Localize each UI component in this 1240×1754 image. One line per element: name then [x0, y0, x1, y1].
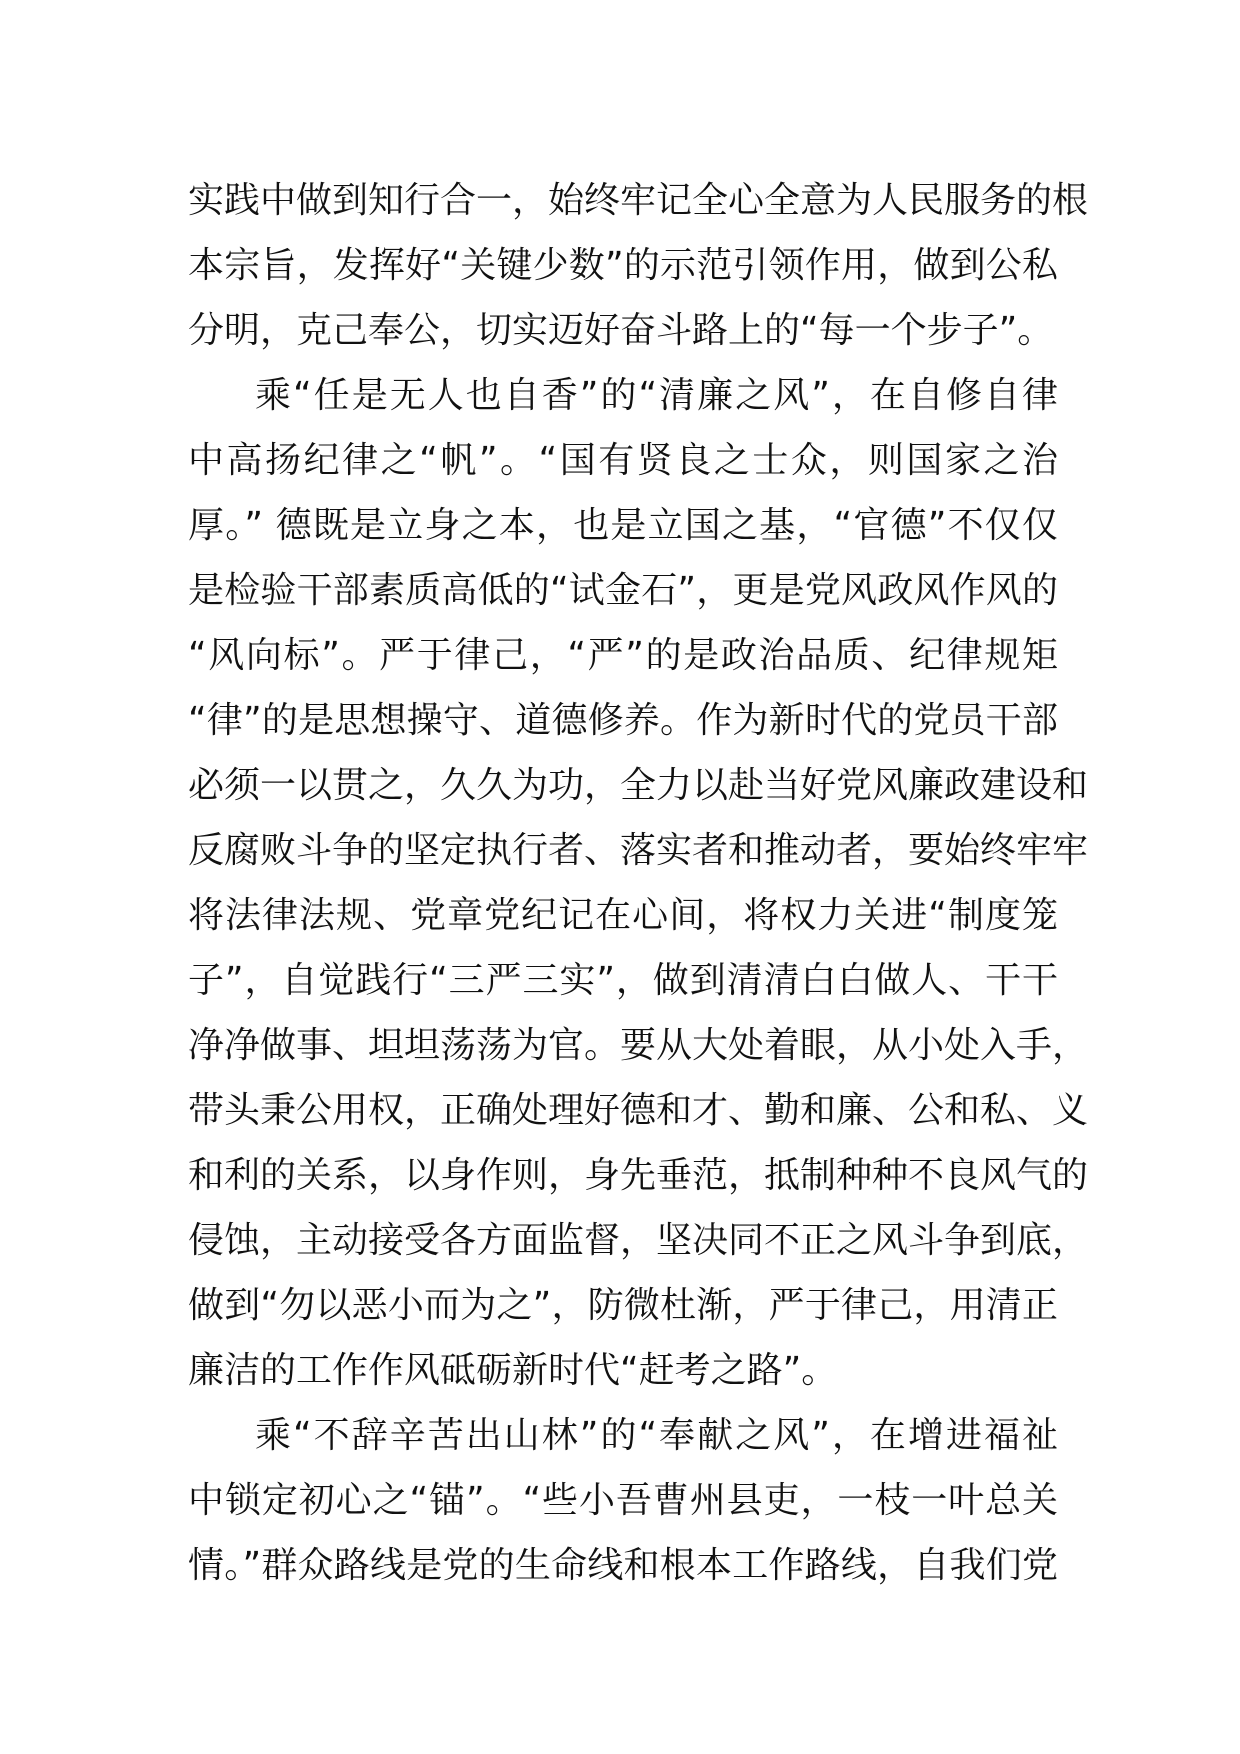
text-line: “律”的是思想操守、道德修养。作为新时代的党员干部 [188, 700, 1058, 741]
text-line: 本宗旨，发挥好“关键少数”的示范引领作用，做到公私 [188, 245, 1058, 286]
text-line: 子”，自觉践行“三严三实”，做到清清白白做人、干干 [188, 960, 1058, 1001]
text-line: 中高扬纪律之“帆”。“国有贤良之士众，则国家之治 [188, 440, 1058, 481]
text-line: 是检验干部素质高低的“试金石”，更是党风政风作风的 [188, 570, 1058, 611]
text-line: 和利的关系，以身作则，身先垂范，抵制种种不良风气的 [188, 1155, 1089, 1196]
text-line: 厚。” 德既是立身之本，也是立国之基，“官德”不仅仅 [188, 505, 1058, 546]
text-line: 反腐败斗争的坚定执行者、落实者和推动者，要始终牢牢 [188, 830, 1089, 871]
text-line: 廉洁的工作作风砥砺新时代“赶考之路”。 [188, 1350, 838, 1391]
body-text [188, 168, 1089, 1598]
text-line: 侵蚀，主动接受各方面监督，坚决同不正之风斗争到底， [188, 1220, 1089, 1261]
text-line: 实践中做到知行合一，始终牢记全心全意为人民服务的根 [188, 180, 1089, 221]
paragraph-start-line: 乘“任是无人也自香”的“清廉之风”，在自修自律 [255, 375, 1058, 416]
text-line: 净净做事、坦坦荡荡为官。要从大处着眼，从小处入手， [188, 1025, 1089, 1066]
text-line: 情。”群众路线是党的生命线和根本工作路线，自我们党 [188, 1545, 1058, 1586]
text-line: 必须一以贯之，久久为功，全力以赴当好党风廉政建设和 [188, 765, 1089, 806]
text-line: 分明，克己奉公，切实迈好奋斗路上的“每一个步子”。 [188, 310, 1054, 351]
text-line: “风向标”。严于律己，“严”的是政治品质、纪律规矩 [188, 635, 1058, 676]
text-line: 做到“勿以恶小而为之”，防微杜渐，严于律己，用清正 [188, 1285, 1058, 1326]
text-line: 带头秉公用权，正确处理好德和才、勤和廉、公和私、义 [188, 1090, 1089, 1131]
text-line: 将法律法规、党章党纪记在心间，将权力关进“制度笼 [188, 895, 1058, 936]
paragraph-start-line: 乘“不辞辛苦出山林”的“奉献之风”，在增进福祉 [255, 1415, 1058, 1456]
text-line: 中锁定初心之“锚”。“些小吾曹州县吏，一枝一叶总关 [188, 1480, 1058, 1521]
